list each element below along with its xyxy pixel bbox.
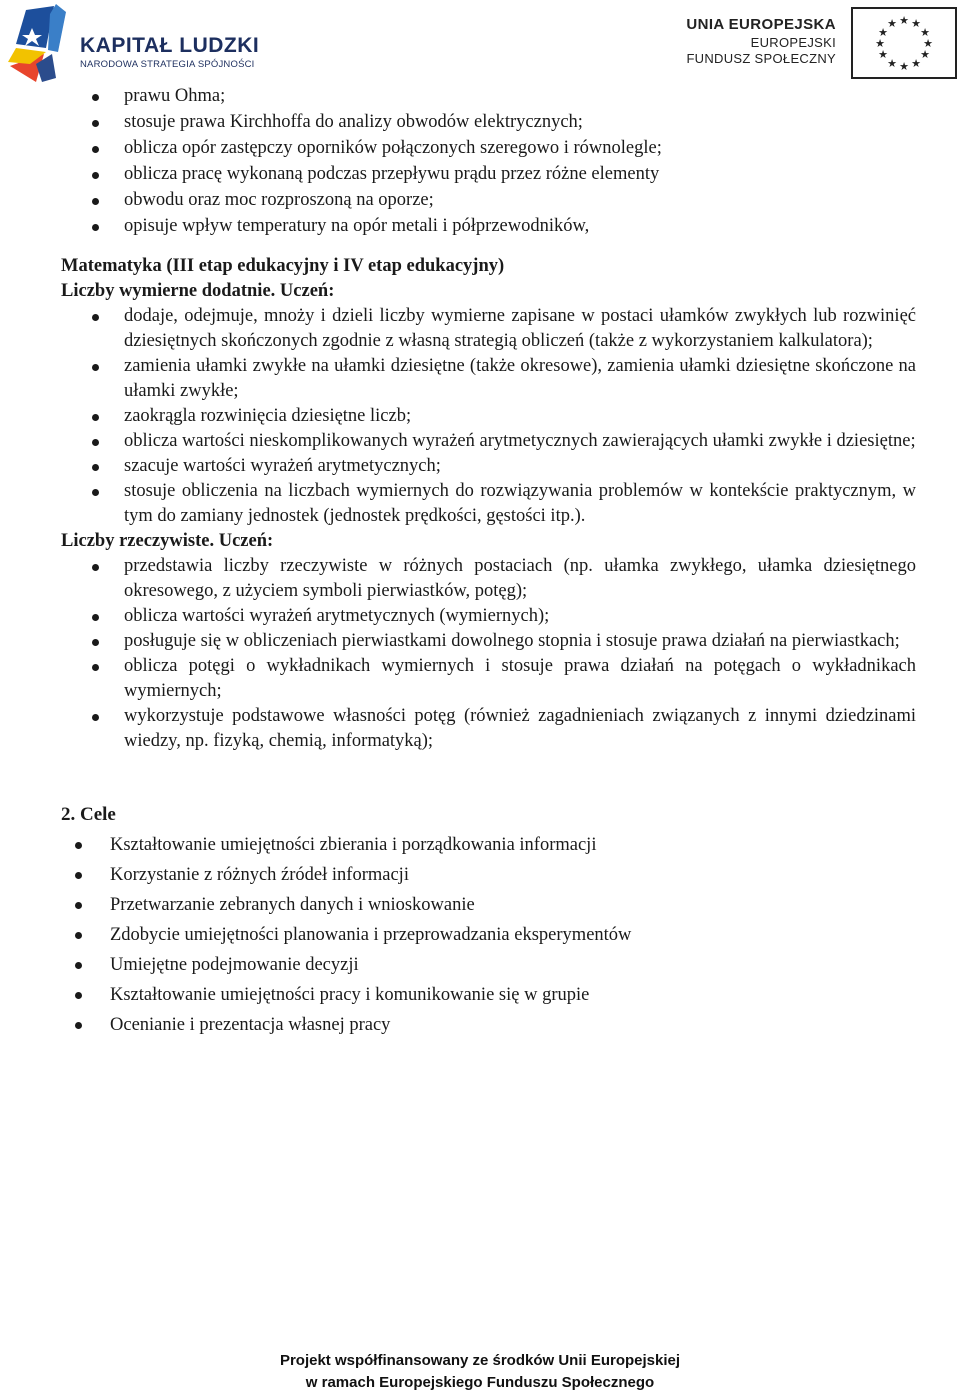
bullet-icon [75, 902, 82, 909]
physics-list [0, 84, 960, 239]
list-item [0, 479, 960, 529]
bullet-icon [92, 146, 99, 153]
section-title: Liczby wymierne dodatnie. [61, 281, 276, 301]
svg-text:★: ★ [911, 17, 921, 30]
list-item-text: zamienia ułamki zwykłe na ułamki dziesiętne (także okresowe), zamienia ułamki dziesiętne skończone na ułamki zwykłe; [124, 356, 916, 401]
list-item-text: oblicza wartości wyrażeń arytmetycznych (wymiernych); [124, 606, 550, 626]
math-heading: Matematyka (III etap edukacyjny i IV etap edukacyjny) [61, 256, 505, 276]
list-item-text: oblicza pracę wykonaną podczas przepływu prądu przez różne elementy [124, 164, 660, 184]
list-item [0, 890, 960, 920]
learner-label: Uczeń: [279, 281, 335, 301]
bullet-icon [75, 842, 82, 849]
svg-text:★: ★ [899, 60, 909, 73]
bullet-icon [75, 992, 82, 999]
footer-line2: w ramach Europejskiego Funduszu Społecznego [305, 1374, 655, 1391]
list-item [0, 1010, 960, 1040]
list-item-text: wykorzystuje podstawowe własności potęg (również zagadnieniach związanych z innymi dziedzinami wiedzy, np. fizyką, chemią, informatyką); [124, 706, 916, 751]
list-item-text: Umiejętne podejmowanie decyzji [110, 955, 359, 975]
bullet-icon [92, 198, 99, 205]
bullet-icon [92, 172, 99, 179]
bullet-icon [92, 614, 99, 621]
list-item-text: oblicza opór zastępczy oporników połączonych szeregowo i równolegle; [124, 138, 662, 158]
eu-line1: UNIA EUROPEJSKA [686, 16, 836, 33]
list-item [0, 860, 960, 890]
list-item-text: szacuje wartości wyrażeń arytmetycznych; [124, 456, 441, 476]
bullet-icon [75, 1022, 82, 1029]
section-heading-real [0, 529, 960, 554]
list-item-text: stosuje obliczenia na liczbach wymiernych do rozwiązywania problemów w kontekście praktycznym, w tym do zamiany jednostek (jednostek prędkości, gęstości itp.). [124, 481, 916, 526]
bullet-icon [92, 414, 99, 421]
cele-heading: 2. Cele [61, 804, 116, 825]
svg-text:★: ★ [920, 26, 930, 39]
section-heading-rational [0, 279, 960, 304]
cele-list [0, 830, 960, 1040]
svg-text:★: ★ [887, 17, 897, 30]
list-item-text: dodaje, odejmuje, mnoży i dzieli liczby wymierne zapisane w postaci ułamków zwykłych lub rozwinięć dziesiętnych skończonych zgodnie z własną strategią obliczeń (także z wykorzystaniem kalkulatora); [124, 306, 916, 351]
eu-line3: FUNDUSZ SPOŁECZNY [686, 51, 836, 66]
list-item-text: Kształtowanie umiejętności pracy i komunikowanie się w grupie [110, 985, 590, 1005]
list-item-text: posługuje się w obliczeniach pierwiastkami dowolnego stopnia i stosuje prawa działań na pierwiastkach; [124, 631, 900, 651]
list-item [0, 136, 960, 161]
list-item [0, 214, 960, 239]
kapital-ludzki-emblem-icon [6, 4, 76, 84]
kapital-ludzki-title: KAPITAŁ LUDZKI [80, 34, 260, 57]
eu-line2: EUROPEJSKI [750, 34, 836, 50]
list-item [0, 188, 960, 213]
svg-text:★: ★ [911, 57, 921, 70]
kapital-ludzki-subtitle: NARODOWA STRATEGIA SPÓJNOŚCI [80, 59, 255, 70]
list-item [0, 654, 960, 704]
list-item [0, 304, 960, 354]
list-item [0, 162, 960, 187]
section-title: Liczby rzeczywiste. [61, 531, 215, 551]
bullet-icon [92, 489, 99, 496]
list-item-text: Kształtowanie umiejętności zbierania i porządkowania informacji [110, 835, 597, 855]
list-item [0, 429, 960, 454]
eu-logo-text [686, 16, 836, 67]
list-item [0, 950, 960, 980]
list-item [0, 980, 960, 1010]
list-item [0, 110, 960, 135]
list-item [0, 704, 960, 754]
list-item [0, 920, 960, 950]
svg-text:★: ★ [920, 48, 930, 61]
svg-text:★: ★ [875, 37, 885, 50]
bullet-icon [92, 120, 99, 127]
list-item [0, 629, 960, 654]
svg-text:★: ★ [887, 57, 897, 70]
real-list [0, 554, 960, 754]
eu-flag-icon [851, 7, 957, 79]
page-header [0, 0, 960, 86]
bullet-icon [92, 439, 99, 446]
list-item-text: przedstawia liczby rzeczywiste w różnych postaciach (np. ułamka zwykłego, ułamka dziesiętnego okresowego, z użyciem symboli pierwiastków, potęg); [124, 556, 916, 601]
svg-text:★: ★ [878, 26, 888, 39]
list-item-text: stosuje prawa Kirchhoffa do analizy obwodów elektrycznych; [124, 112, 583, 132]
bullet-icon [92, 464, 99, 471]
bullet-icon [92, 564, 99, 571]
document-body [0, 84, 960, 1040]
bullet-icon [92, 94, 99, 101]
bullet-icon [92, 639, 99, 646]
svg-text:★: ★ [899, 14, 909, 27]
bullet-icon [92, 714, 99, 721]
list-item-text: prawu Ohma; [124, 86, 226, 106]
bullet-icon [92, 224, 99, 231]
list-item-text: obwodu oraz moc rozproszoną na oporze; [124, 190, 434, 210]
kapital-ludzki-logo [6, 4, 260, 84]
learner-label: Uczeń: [218, 531, 274, 551]
list-item-text: Ocenianie i prezentacja własnej pracy [110, 1015, 391, 1035]
bullet-icon [75, 872, 82, 879]
list-item-text: oblicza wartości nieskomplikowanych wyrażeń arytmetycznych zawierających ułamki zwykłe i dziesiętne; [124, 431, 916, 451]
page-footer [0, 1350, 960, 1394]
bullet-icon [75, 962, 82, 969]
list-item [0, 554, 960, 604]
svg-text:★: ★ [923, 37, 933, 50]
list-item-text: Zdobycie umiejętności planowania i przeprowadzania eksperymentów [110, 925, 632, 945]
list-item [0, 830, 960, 860]
list-item-text: Przetwarzanie zebranych danych i wnioskowanie [110, 895, 475, 915]
bullet-icon [92, 664, 99, 671]
list-item [0, 84, 960, 109]
list-item [0, 404, 960, 429]
bullet-icon [92, 364, 99, 371]
list-item [0, 604, 960, 629]
footer-line1: Projekt współfinansowany ze środków Unii Europejskiej [279, 1352, 681, 1369]
list-item-text: opisuje wpływ temperatury na opór metali i półprzewodników, [124, 216, 590, 236]
bullet-icon [75, 932, 82, 939]
list-item-text: zaokrągla rozwinięcia dziesiętne liczb; [124, 406, 412, 426]
list-item [0, 454, 960, 479]
svg-text:★: ★ [878, 48, 888, 61]
list-item [0, 354, 960, 404]
list-item-text: oblicza potęgi o wykładnikach wymiernych i stosuje prawa działań na potęgach o wykładnikach wymiernych; [124, 656, 916, 701]
list-item-text: Korzystanie z różnych źródeł informacji [110, 865, 409, 885]
rational-list [0, 304, 960, 529]
bullet-icon [92, 314, 99, 321]
